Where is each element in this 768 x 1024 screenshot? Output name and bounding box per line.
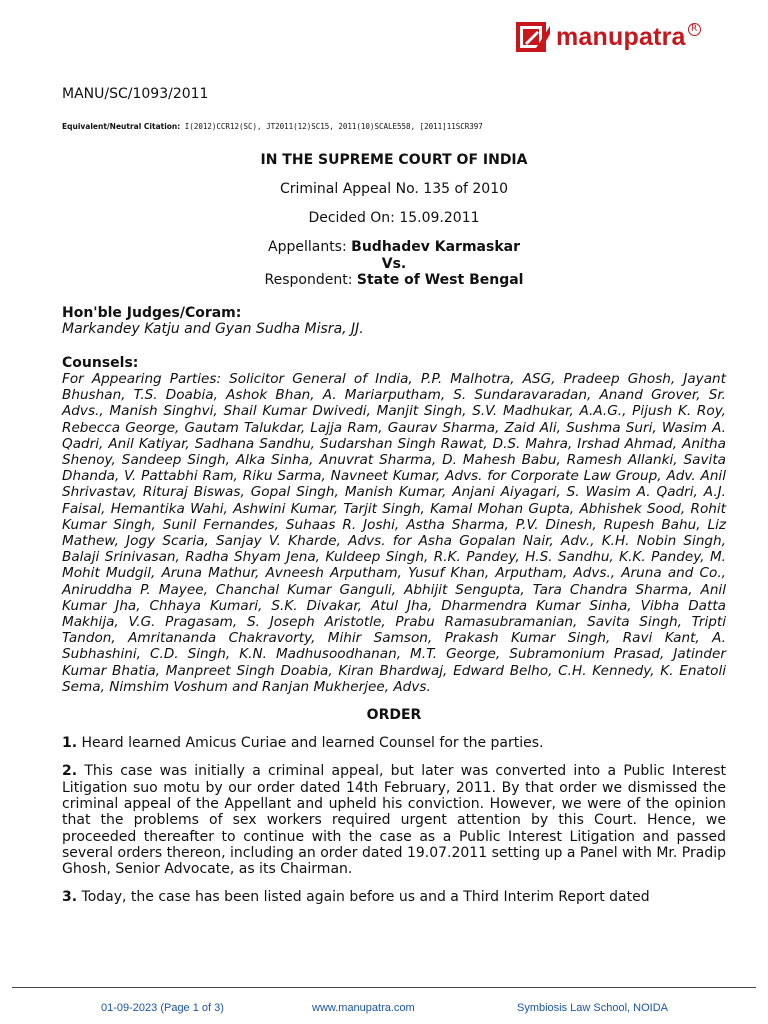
- appellants-line: [62, 239, 726, 256]
- order-heading: ORDER: [366, 707, 422, 724]
- registered-mark: R: [688, 23, 701, 36]
- paragraph-number: 1.: [62, 735, 78, 752]
- judges-names: Markandey Katju and Gyan Sudha Misra, JJ.: [62, 321, 364, 337]
- paragraph-text: Heard learned Amicus Curiae and learned Counsel for the parties.: [81, 735, 544, 752]
- paragraph-number: 3.: [62, 889, 78, 906]
- case-number: Criminal Appeal No. 135 of 2010: [279, 181, 509, 197]
- counsels-list: For Appearing Parties: Solicitor General of India, P.P. Malhotra, ASG, Pradeep Ghosh, Jayant Bhushan, T.S. Doabia, Ashok Bhan, A. Mariarputham, S. Sundaravaradan, Anand Grover, Sr. Advs., Manish Singhvi, Shail Kumar Dwivedi, Manjit Singh, S.V. Madhukar, A.A.G., Pijush K. Roy, Rebecca George, Gautam Talukdar, Lajja Ram, Gaurav Sharma, Zaid Ali, Sushma Suri, Wasim A. Qadri, Anil Katiyar, Sadhana Sandhu, Sudarshan Singh Rawat, D.S. Mahra, Irshad Ahmad, Anitha Shenoy, Sandeep Singh, Alka Sinha, Anuvrat Sharma, D. Mahesh Babu, Ramesh Allanki, Savita Dhanda, V. Pattabhi Ram, Riku Sarma, Navneet Kumar, Advs. for Corporate Law Group, Adv. Anil Shrivastav, Rituraj Biswas, Gopal Singh, Manish Kumar, Anjani Aiyagari, S. Wasim A. Qadri, A.J. Faisal, Hemantika Wahi, Ashwini Kumar, Tarjit Singh, Kamal Mohan Gupta, Abhishek Sood, Rohit Kumar Singh, Sunil Fernandes, Suhaas R. Joshi, Astha Sharma, P.V. Dinesh, Rupesh Bahu, Liz Mathew, Jogy Scaria, Sanjay V. Kharde, Advs. for Asha Gopalan Nair, Adv., K.H. Nobin Singh, Balaji Srinivasan, Radha Shyam Jena, Kuldeep Singh, R.K. Pandey, H.S. Sandhu, K.K. Pandey, M. Mohit Mudgil, Aruna Mathur, Avneesh Arputham, Yusuf Khan, Arputham, Advs., Aruna and Co., Aniruddha P. Mayee, Chanchal Kumar Ganguli, Abhijit Sengupta, Tara Chandra Sharma, Anil Kumar Jha, Chhaya Kumari, S.K. Divakar, Atul Jha, Dharmendra Kumar Sinha, Vibha Datta Makhija, V.G. Pragasam, S. Joseph Aristotle, Prabu Ramasubramanian, Savita Singh, Tripti Tandon, Amritananda Chakravorty, Mihir Samson, Prakash Kumar Singh, Ravi Kant, A. Subhashini, C.D. Singh, K.N. Madhusoodhanan, M.T. George, Subramonium Prasad, Jatinder Kumar Bhatia, Manpreet Singh Doabia, Kiran Bhardwaj, Edward Belho, C.H. Kennedy, K. Enatoli Sema, Nimshim Voshum and Ranjan Mukherjee, Advs.: [62, 371, 726, 695]
- paragraph-number: 2.: [62, 763, 78, 780]
- footer-divider: [12, 987, 756, 988]
- paragraph-text: Today, the case has been listed again before us and a Third Interim Report dated: [81, 889, 650, 906]
- judgment-page: [62, 86, 726, 918]
- paragraph-text: This case was initially a criminal appeal, but later was converted into a Public Interest Litigation suo motu by our order dated 14th February, 2011. By that order we dismissed the criminal appeal of the Appellant and upheld his conviction. However, we were of the opinion that the problems of sex workers required urgent attention by this Court. Hence, we proceeded thereafter to continue with the case as a Public Interest Litigation and passed several orders thereon, including an order dated 19.07.2011 setting up a Panel with Mr. Pradip Ghosh, Senior Advocate, as its Chairman.: [62, 763, 727, 878]
- footer-website-link[interactable]: www.manupatra.com: [312, 1002, 415, 1014]
- equivalent-citation-value: I(2012)CCR12(SC), JT2011(12)SC15, 2011(10)SCALE558, [2011]11SCR397: [184, 122, 483, 131]
- versus: Vs.: [381, 255, 407, 272]
- footer-licensee: Symbiosis Law School, NOIDA: [517, 1002, 668, 1014]
- respondent-line: [62, 272, 726, 289]
- paragraph-2: [62, 763, 726, 877]
- appellants-label: Appellants:: [268, 239, 347, 255]
- parties-block: [62, 239, 726, 289]
- appellants-name: Budhadev Karmaskar: [351, 239, 520, 255]
- decided-on: Decided On: 15.09.2011: [308, 210, 480, 226]
- equivalent-citation: [62, 122, 726, 131]
- paragraph-1: [62, 735, 726, 751]
- footer-page-info: 01-09-2023 (Page 1 of 3): [101, 1002, 224, 1014]
- counsels-heading: Counsels:: [62, 354, 139, 371]
- manupatra-logo: [516, 22, 701, 52]
- respondent-label: Respondent:: [264, 272, 353, 288]
- court-name: IN THE SUPREME COURT OF INDIA: [260, 152, 528, 168]
- judges-heading: Hon'ble Judges/Coram:: [62, 304, 242, 321]
- equivalent-citation-label: Equivalent/Neutral Citation:: [62, 122, 181, 131]
- respondent-name: State of West Bengal: [356, 272, 524, 288]
- manupatra-logo-icon: [516, 22, 550, 52]
- paragraph-3: [62, 889, 726, 905]
- brand-name: manupatra: [556, 22, 686, 51]
- citation-id: MANU/SC/1093/2011: [62, 86, 209, 102]
